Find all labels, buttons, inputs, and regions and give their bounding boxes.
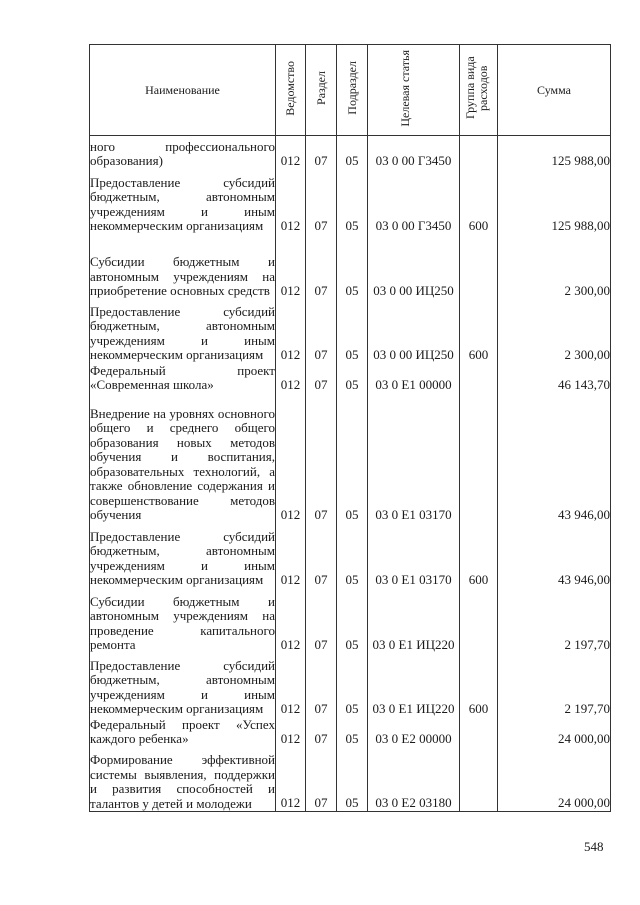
- row-name: Формирование эффективной системы выявления, поддержки и развития способностей и талантов у детей и молодежи: [90, 747, 276, 812]
- row-razdel: 07: [306, 234, 337, 299]
- row-sum: 24 000,00: [498, 717, 611, 747]
- row-name: Субсидии бюджетным и автономным учреждениям на проведение капитального ремонта: [90, 588, 276, 653]
- table-row: [90, 717, 611, 747]
- row-sum: 2 197,70: [498, 653, 611, 717]
- table-row: [90, 588, 611, 653]
- row-podrazdel: 05: [337, 747, 368, 812]
- row-podrazdel: 05: [337, 717, 368, 747]
- row-target: 03 0 00 ИЦ250: [368, 234, 460, 299]
- row-vedomstvo: 012: [276, 136, 306, 169]
- row-group: [460, 136, 498, 169]
- row-razdel: 07: [306, 363, 337, 393]
- header-name: Наименование: [90, 45, 276, 136]
- row-sum: 43 946,00: [498, 523, 611, 588]
- row-vedomstvo: 012: [276, 653, 306, 717]
- row-group: [460, 393, 498, 523]
- table-row: [90, 234, 611, 299]
- row-podrazdel: 05: [337, 523, 368, 588]
- row-name: Предоставление субсидий бюджетным, автономным учреждениям и иным некоммерческим организациям: [90, 653, 276, 717]
- row-target: 03 0 Е1 ИЦ220: [368, 588, 460, 653]
- row-vedomstvo: 012: [276, 747, 306, 812]
- table-row: [90, 136, 611, 169]
- row-vedomstvo: 012: [276, 717, 306, 747]
- header-target: Целевая статья: [368, 45, 460, 136]
- row-razdel: 07: [306, 169, 337, 234]
- row-vedomstvo: 012: [276, 393, 306, 523]
- row-target: 03 0 Е2 03180: [368, 747, 460, 812]
- row-sum: 24 000,00: [498, 747, 611, 812]
- row-razdel: 07: [306, 523, 337, 588]
- row-vedomstvo: 012: [276, 363, 306, 393]
- row-sum: 125 988,00: [498, 169, 611, 234]
- table-row: [90, 169, 611, 234]
- header-razdel: Раздел: [306, 45, 337, 136]
- row-vedomstvo: 012: [276, 234, 306, 299]
- row-podrazdel: 05: [337, 393, 368, 523]
- row-target: 03 0 Е1 00000: [368, 363, 460, 393]
- table-row: [90, 747, 611, 812]
- row-podrazdel: 05: [337, 136, 368, 169]
- row-group: 600: [460, 653, 498, 717]
- row-razdel: 07: [306, 393, 337, 523]
- row-podrazdel: 05: [337, 299, 368, 363]
- row-target: 03 0 Е1 03170: [368, 523, 460, 588]
- table-row: [90, 653, 611, 717]
- row-group: 600: [460, 299, 498, 363]
- row-vedomstvo: 012: [276, 588, 306, 653]
- row-podrazdel: 05: [337, 588, 368, 653]
- table-row: [90, 523, 611, 588]
- header-sum: Сумма: [498, 45, 611, 136]
- row-name: Федеральный проект «Современная школа»: [90, 362, 275, 392]
- row-name: Предоставление субсидий бюджетным, автономным учреждениям и иным некоммерческим организациям: [90, 169, 276, 234]
- header-group: Группа вида расходов: [460, 45, 498, 136]
- table-body: [90, 136, 611, 812]
- row-name: Субсидии бюджетным и автономным учреждениям на приобретение основных средств: [90, 234, 276, 299]
- row-name: Внедрение на уровнях основного общего и среднего общего образования новых методов обучения и воспитания, образовательных технологий, а также обновление содержания и совершенствование методов обучения: [90, 393, 276, 523]
- row-group: [460, 717, 498, 747]
- row-sum: 2 300,00: [498, 234, 611, 299]
- header-podrazdel: Подраздел: [337, 45, 368, 136]
- row-podrazdel: 05: [337, 234, 368, 299]
- row-sum: 46 143,70: [498, 363, 611, 393]
- row-name: Федеральный проект «Успех каждого ребенка»: [90, 716, 275, 746]
- row-name: Предоставление субсидий бюджетным, автономным учреждениям и иным некоммерческим организациям: [90, 299, 276, 363]
- row-group: [460, 588, 498, 653]
- row-razdel: 07: [306, 653, 337, 717]
- table-row: [90, 299, 611, 363]
- row-razdel: 07: [306, 136, 337, 169]
- row-razdel: 07: [306, 717, 337, 747]
- row-vedomstvo: 012: [276, 169, 306, 234]
- page-number: 548: [584, 839, 604, 854]
- row-group: 600: [460, 523, 498, 588]
- row-sum: 43 946,00: [498, 393, 611, 523]
- row-group: [460, 747, 498, 812]
- row-target: 03 0 Е2 00000: [368, 717, 460, 747]
- row-group: 600: [460, 169, 498, 234]
- row-target: 03 0 00 ИЦ250: [368, 299, 460, 363]
- row-name: ного профессионального образования): [90, 136, 276, 169]
- table-row: [90, 363, 611, 393]
- row-podrazdel: 05: [337, 653, 368, 717]
- row-podrazdel: 05: [337, 169, 368, 234]
- row-target: 03 0 Е1 ИЦ220: [368, 653, 460, 717]
- row-group: [460, 234, 498, 299]
- row-razdel: 07: [306, 299, 337, 363]
- row-vedomstvo: 012: [276, 523, 306, 588]
- row-sum: 125 988,00: [498, 136, 611, 169]
- row-sum: 2 300,00: [498, 299, 611, 363]
- table-header-row: [90, 45, 611, 136]
- row-podrazdel: 05: [337, 363, 368, 393]
- row-sum: 2 197,70: [498, 588, 611, 653]
- row-vedomstvo: 012: [276, 299, 306, 363]
- row-razdel: 07: [306, 747, 337, 812]
- row-target: 03 0 00 Г3450: [368, 169, 460, 234]
- row-target: 03 0 00 Г3450: [368, 136, 460, 169]
- row-name: Предоставление субсидий бюджетным, автономным учреждениям и иным некоммерческим организациям: [90, 523, 276, 588]
- row-target: 03 0 Е1 03170: [368, 393, 460, 523]
- row-group: [460, 363, 498, 393]
- header-vedomstvo: Ведомство: [276, 45, 306, 136]
- row-razdel: 07: [306, 588, 337, 653]
- budget-table: [89, 44, 611, 812]
- table-row: [90, 393, 611, 523]
